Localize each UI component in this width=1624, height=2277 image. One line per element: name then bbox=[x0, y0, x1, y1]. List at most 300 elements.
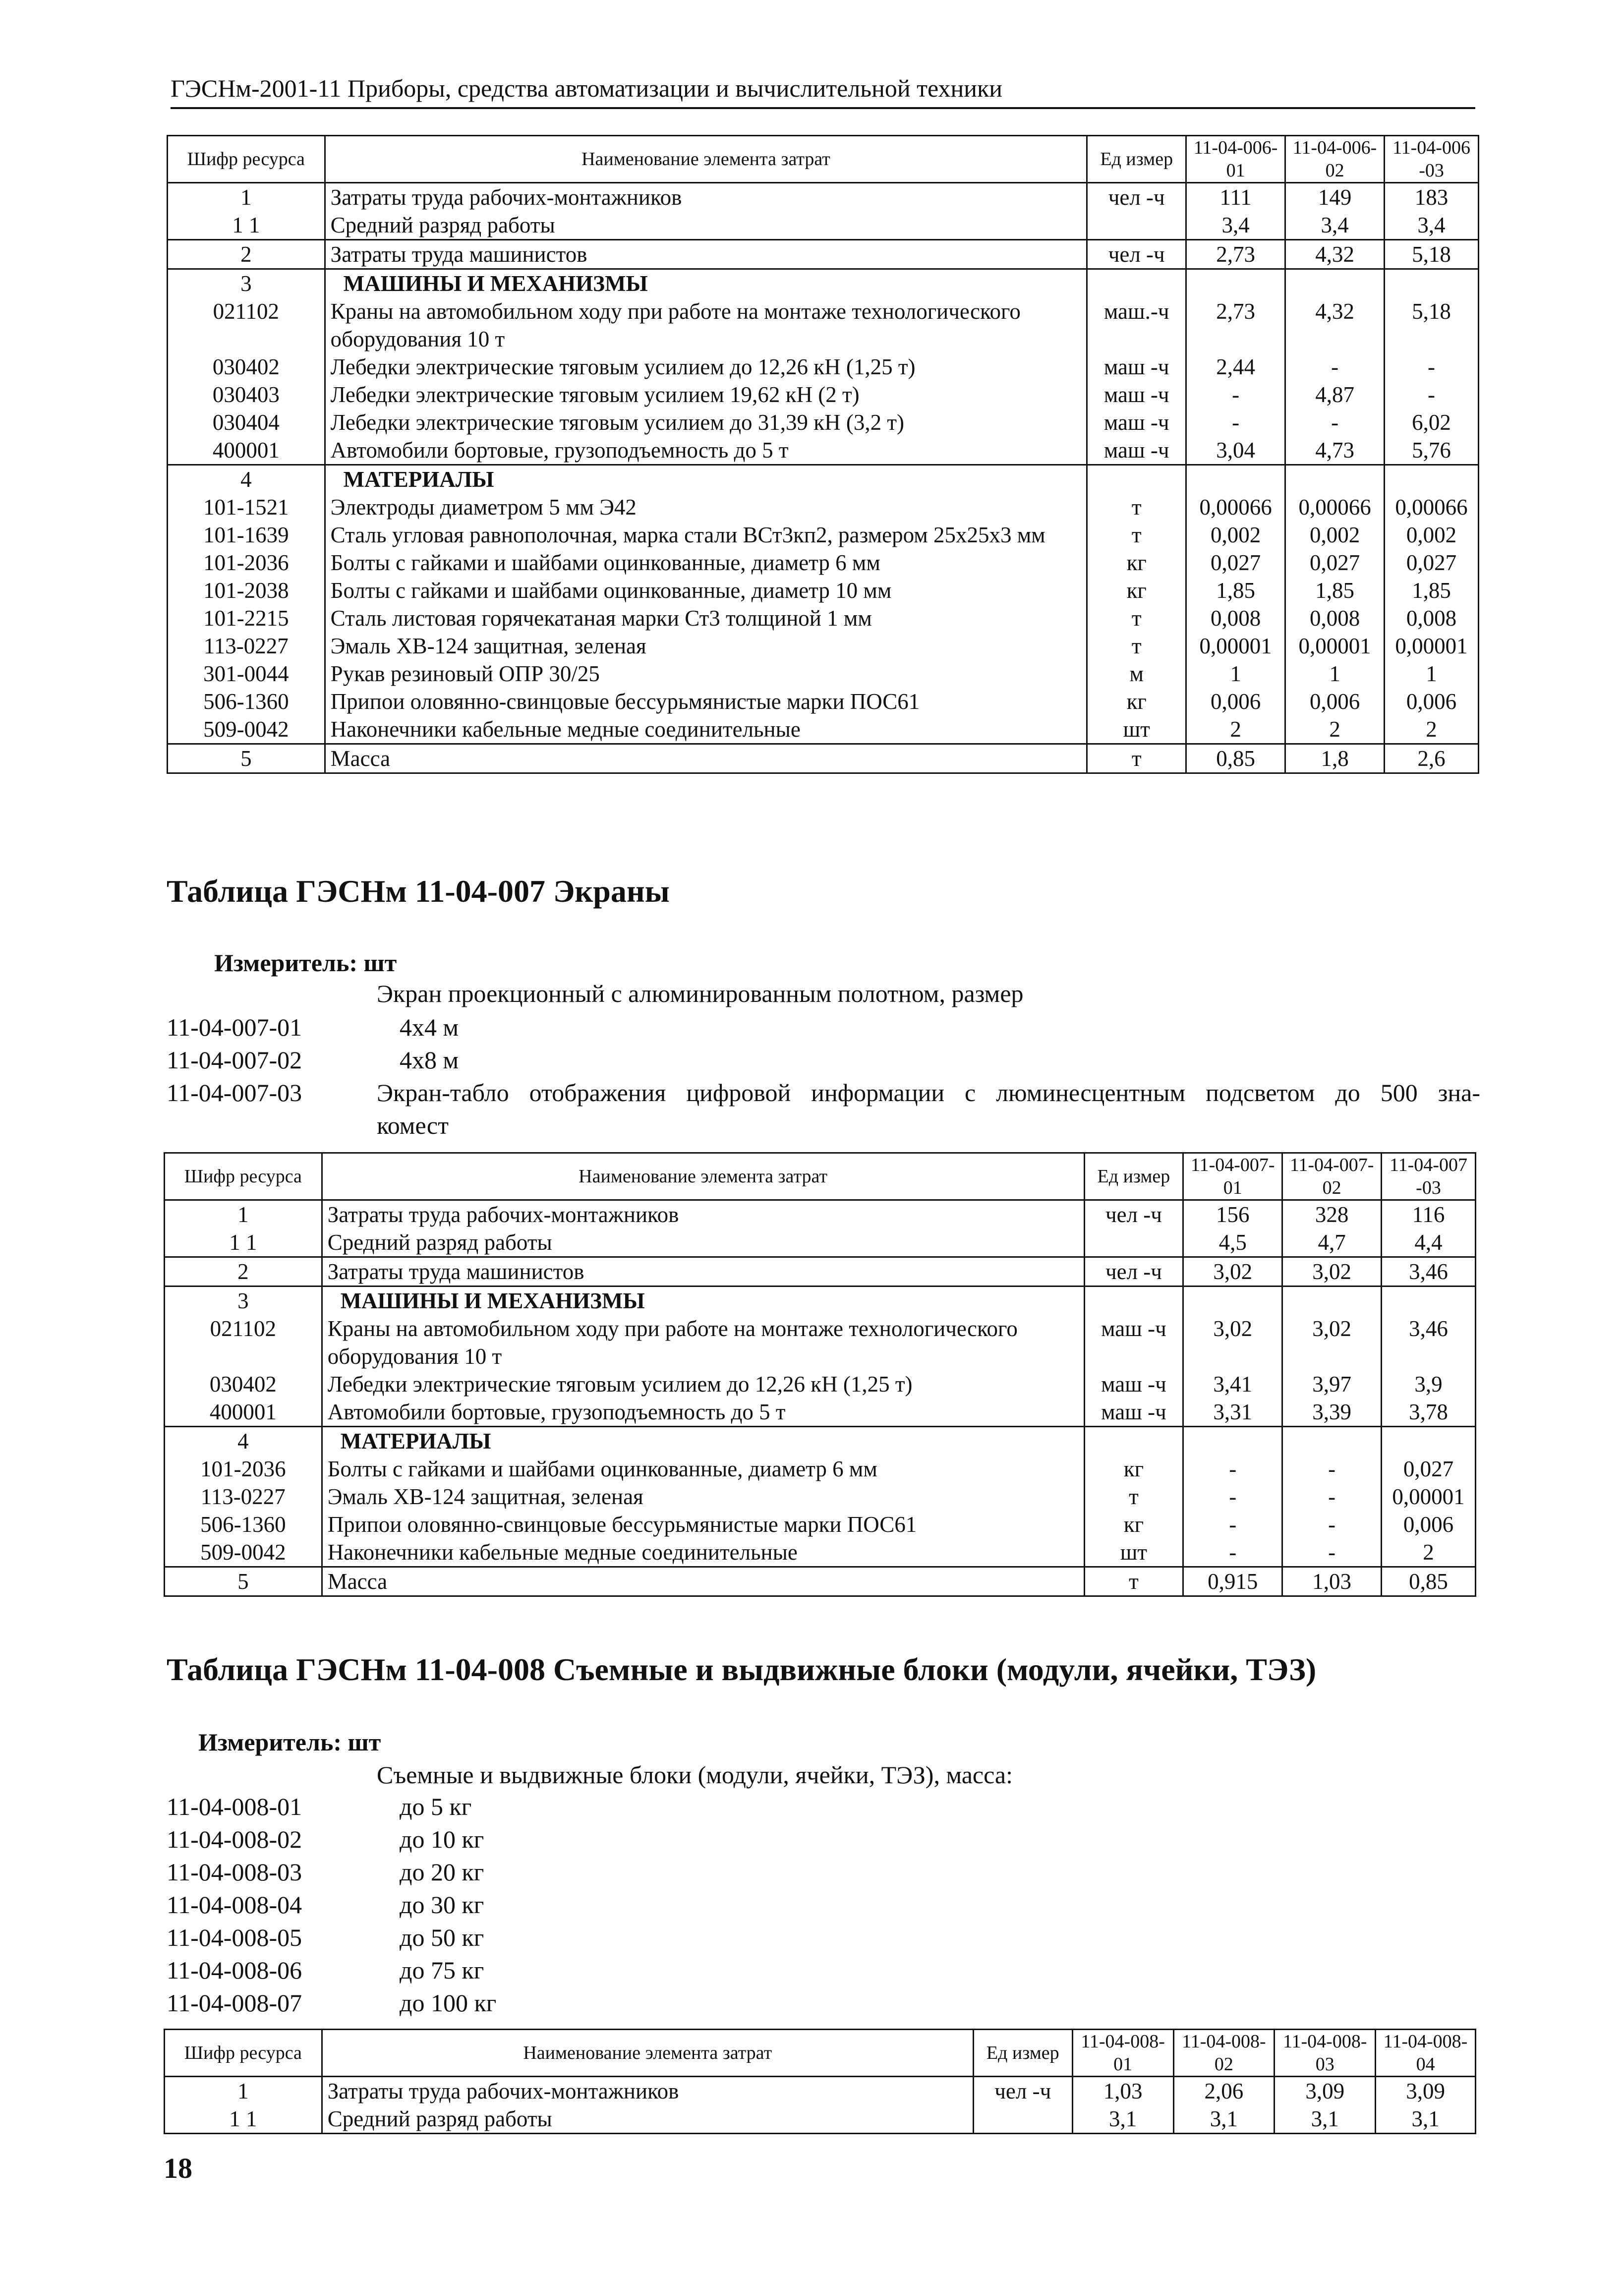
table-row bbox=[168, 353, 1479, 381]
variant-code: 11-04-008-05 bbox=[167, 1924, 302, 1951]
resource-code: 5 bbox=[168, 744, 325, 773]
norm-value: 0,027 bbox=[1186, 549, 1285, 577]
resource-code: 301-0044 bbox=[168, 660, 325, 688]
norm-value: 0,006 bbox=[1385, 688, 1479, 715]
variant-code: 11-04-008-06 bbox=[167, 1956, 302, 1984]
norm-value: 3,02 bbox=[1183, 1257, 1282, 1286]
norm-value: 0,002 bbox=[1186, 521, 1285, 549]
norm-value: 0,006 bbox=[1186, 688, 1285, 715]
norm-value: 3,46 bbox=[1382, 1315, 1476, 1370]
norm-value: - bbox=[1385, 381, 1479, 409]
resource-unit bbox=[973, 2105, 1072, 2134]
column-header-norm: 11-04-006-01 bbox=[1186, 136, 1285, 183]
column-header-code: Шифр ресурса bbox=[165, 2030, 322, 2077]
resource-unit bbox=[1084, 1228, 1183, 1257]
resource-name: Затраты труда машинистов bbox=[325, 240, 1087, 269]
norm-value: 2 bbox=[1385, 715, 1479, 744]
norm-value: 4,87 bbox=[1285, 381, 1385, 409]
resource-name: Масса bbox=[322, 1567, 1084, 1596]
meter-unit: шт bbox=[348, 1728, 381, 1756]
norm-value: 3,41 bbox=[1183, 1370, 1282, 1398]
resource-name: Краны на автомобильном ходу при работе на монтаже технологического оборудования 10 т bbox=[322, 1315, 1084, 1370]
variant-desc: до 75 кг bbox=[400, 1956, 484, 1984]
norm-value: 2 bbox=[1285, 715, 1385, 744]
resource-unit: т bbox=[1087, 521, 1186, 549]
table-row bbox=[168, 493, 1479, 521]
table-row bbox=[168, 549, 1479, 577]
norm-value: 2 bbox=[1186, 715, 1285, 744]
norm-value: 3,1 bbox=[1275, 2105, 1376, 2134]
resource-code: 4 bbox=[165, 1427, 322, 1456]
variant-code: 11-04-007-01 bbox=[167, 1013, 302, 1041]
page-header: ГЭСНм-2001-11 Приборы, средства автоматизации и вычислительной техники bbox=[171, 73, 1475, 109]
column-header-norm: 11-04-007-01 bbox=[1183, 1153, 1282, 1200]
variant-row bbox=[167, 1922, 1480, 1954]
table-row bbox=[168, 715, 1479, 744]
resource-name: Эмаль ХВ-124 защитная, зеленая bbox=[322, 1483, 1084, 1511]
resource-name: Лебедки электрические тяговым усилием до 31,39 кН (3,2 т) bbox=[325, 409, 1087, 436]
variant-desc: 4х8 м bbox=[400, 1046, 459, 1074]
norm-value: - bbox=[1285, 353, 1385, 381]
resource-unit: т bbox=[1084, 1483, 1183, 1511]
variant-code: 11-04-008-07 bbox=[167, 1989, 302, 2017]
variant-code: 11-04-008-02 bbox=[167, 1825, 302, 1853]
norm-value: 4,5 bbox=[1183, 1228, 1282, 1257]
resource-name: Болты с гайками и шайбами оцинкованные, диаметр 10 мм bbox=[325, 577, 1087, 604]
variant-row bbox=[167, 1954, 1480, 1987]
norm-value: 4,4 bbox=[1382, 1228, 1476, 1257]
norm-value: 5,76 bbox=[1385, 436, 1479, 465]
resource-name: Автомобили бортовые, грузоподъемность до 5 т bbox=[325, 436, 1087, 465]
resource-name: Затраты труда машинистов bbox=[322, 1257, 1084, 1286]
resource-unit: маш -ч bbox=[1087, 381, 1186, 409]
resource-unit: чел -ч bbox=[1084, 1200, 1183, 1229]
resource-code: 4 bbox=[168, 465, 325, 494]
norm-value bbox=[1382, 1427, 1476, 1456]
variant-row bbox=[167, 1044, 1480, 1077]
resource-unit: т bbox=[1087, 744, 1186, 773]
resource-code: 101-2036 bbox=[165, 1455, 322, 1483]
resource-unit: шт bbox=[1084, 1538, 1183, 1567]
resource-unit: шт bbox=[1087, 715, 1186, 744]
meter-label: Измеритель: bbox=[198, 1728, 342, 1756]
resource-unit: чел -ч bbox=[1087, 183, 1186, 212]
norm-value: 0,00001 bbox=[1186, 632, 1285, 660]
norm-value: 3,4 bbox=[1285, 211, 1385, 240]
column-header-norm: 11-04-006-02 bbox=[1285, 136, 1385, 183]
table-row bbox=[165, 1398, 1476, 1427]
resource-unit bbox=[1087, 269, 1186, 298]
norm-value: 3,02 bbox=[1282, 1315, 1382, 1370]
norm-value: 0,00001 bbox=[1285, 632, 1385, 660]
norm-value: 6,02 bbox=[1385, 409, 1479, 436]
resource-unit: м bbox=[1087, 660, 1186, 688]
norm-value: 0,006 bbox=[1285, 688, 1385, 715]
variant-row bbox=[167, 1791, 1480, 1823]
norm-value bbox=[1183, 1286, 1282, 1315]
resource-unit: т bbox=[1087, 604, 1186, 632]
resource-code: 2 bbox=[165, 1257, 322, 1286]
norm-value bbox=[1282, 1286, 1382, 1315]
norm-value: 3,97 bbox=[1282, 1370, 1382, 1398]
column-header-unit: Ед измер bbox=[973, 2030, 1072, 2077]
norm-value: 1,85 bbox=[1385, 577, 1479, 604]
table-row bbox=[168, 660, 1479, 688]
resource-code: 400001 bbox=[165, 1398, 322, 1427]
resource-code: 101-2215 bbox=[168, 604, 325, 632]
table-row bbox=[168, 521, 1479, 549]
resource-unit: кг bbox=[1087, 549, 1186, 577]
norm-value: 328 bbox=[1282, 1200, 1382, 1229]
resource-code: 5 bbox=[165, 1567, 322, 1596]
resource-unit: маш -ч bbox=[1087, 409, 1186, 436]
norm-value: 1,8 bbox=[1285, 744, 1385, 773]
column-header-name: Наименование элемента затрат bbox=[325, 136, 1087, 183]
resource-unit: кг bbox=[1084, 1455, 1183, 1483]
table-row bbox=[165, 1257, 1476, 1286]
resource-name: Затраты труда рабочих-монтажников bbox=[322, 1200, 1084, 1229]
norm-value: 2 bbox=[1382, 1538, 1476, 1567]
table-row bbox=[168, 297, 1479, 353]
resource-code: 1 bbox=[165, 1200, 322, 1229]
variant-desc: до 10 кг bbox=[400, 1825, 484, 1853]
column-header-norm: 11-04-008-02 bbox=[1173, 2030, 1275, 2077]
resource-name: Болты с гайками и шайбами оцинкованные, диаметр 6 мм bbox=[325, 549, 1087, 577]
resource-name: Припои оловянно-свинцовые бессурьмянистые марки ПОС61 bbox=[325, 688, 1087, 715]
resource-name: Электроды диаметром 5 мм Э42 bbox=[325, 493, 1087, 521]
norm-value: 3,02 bbox=[1282, 1257, 1382, 1286]
variant-row bbox=[167, 1011, 1480, 1044]
resource-name: МАТЕРИАЛЫ bbox=[325, 465, 1087, 494]
resource-code: 113-0227 bbox=[168, 632, 325, 660]
variant-desc: до 20 кг bbox=[400, 1858, 484, 1886]
table-row bbox=[168, 183, 1479, 212]
norm-value: 0,027 bbox=[1382, 1455, 1476, 1483]
norm-value: 0,00001 bbox=[1382, 1483, 1476, 1511]
table-row bbox=[165, 1567, 1476, 1596]
norm-value: 116 bbox=[1382, 1200, 1476, 1229]
table-row bbox=[168, 409, 1479, 436]
table-row bbox=[168, 688, 1479, 715]
norm-value: - bbox=[1183, 1483, 1282, 1511]
table-row bbox=[168, 577, 1479, 604]
meter-11-04-007 bbox=[214, 948, 397, 978]
variant-desc: до 50 кг bbox=[400, 1924, 484, 1951]
resource-unit: маш -ч bbox=[1087, 436, 1186, 465]
resource-code: 113-0227 bbox=[165, 1483, 322, 1511]
norm-value: - bbox=[1183, 1538, 1282, 1567]
resource-code: 400001 bbox=[168, 436, 325, 465]
variant-desc: до 100 кг bbox=[400, 1989, 497, 2017]
resource-code: 1 1 bbox=[168, 211, 325, 240]
variant-desc-cont: комест bbox=[377, 1111, 449, 1139]
resource-name: Затраты труда рабочих-монтажников bbox=[322, 2077, 973, 2105]
resource-unit bbox=[1084, 1286, 1183, 1315]
resource-unit: т bbox=[1087, 493, 1186, 521]
resource-code: 030404 bbox=[168, 409, 325, 436]
column-header-name: Наименование элемента затрат bbox=[322, 2030, 973, 2077]
norm-value: 3,09 bbox=[1376, 2077, 1476, 2105]
variant-row bbox=[167, 1077, 1480, 1142]
norm-value: 3,04 bbox=[1186, 436, 1285, 465]
norm-value: - bbox=[1282, 1511, 1382, 1538]
resource-name: Автомобили бортовые, грузоподъемность до 5 т bbox=[322, 1398, 1084, 1427]
norm-value bbox=[1186, 269, 1285, 298]
column-header-name: Наименование элемента затрат bbox=[322, 1153, 1084, 1200]
resource-unit: маш -ч bbox=[1084, 1370, 1183, 1398]
norm-value: 4,73 bbox=[1285, 436, 1385, 465]
resource-name: Средний разряд работы bbox=[325, 211, 1087, 240]
resource-code: 1 1 bbox=[165, 2105, 322, 2134]
norm-value: 0,002 bbox=[1385, 521, 1479, 549]
norm-value: 3,1 bbox=[1173, 2105, 1275, 2134]
norm-value: 3,1 bbox=[1072, 2105, 1173, 2134]
norm-value: 1,03 bbox=[1072, 2077, 1173, 2105]
resource-code: 021102 bbox=[168, 297, 325, 353]
resource-name: Эмаль ХВ-124 защитная, зеленая bbox=[325, 632, 1087, 660]
resource-unit bbox=[1087, 211, 1186, 240]
meter-label: Измеритель: bbox=[214, 949, 358, 977]
page-number: 18 bbox=[164, 2152, 192, 2184]
resource-name: Сталь листовая горячекатаная марки Ст3 толщиной 1 мм bbox=[325, 604, 1087, 632]
resource-code: 101-2038 bbox=[168, 577, 325, 604]
resource-name: Наконечники кабельные медные соединительные bbox=[325, 715, 1087, 744]
norm-value bbox=[1285, 269, 1385, 298]
norm-value bbox=[1385, 269, 1479, 298]
table-row bbox=[165, 1427, 1476, 1456]
norm-value bbox=[1186, 465, 1285, 494]
resource-name: Затраты труда рабочих-монтажников bbox=[325, 183, 1087, 212]
norm-value: 3,78 bbox=[1382, 1398, 1476, 1427]
norm-value: 0,008 bbox=[1385, 604, 1479, 632]
table-row bbox=[168, 465, 1479, 494]
norm-value: 0,00066 bbox=[1285, 493, 1385, 521]
variant-desc: Экран-табло отображения цифровой информации с люминесцентным подсветом до 500 зна- bbox=[377, 1079, 1480, 1107]
norm-value: 0,002 bbox=[1285, 521, 1385, 549]
norm-value: - bbox=[1186, 409, 1285, 436]
resource-name: Масса bbox=[325, 744, 1087, 773]
resource-name: Рукав резиновый ОПР 30/25 bbox=[325, 660, 1087, 688]
resource-unit bbox=[1084, 1427, 1183, 1456]
norm-value: 183 bbox=[1385, 183, 1479, 212]
resource-table-11-04-008 bbox=[164, 2029, 1476, 2134]
resource-unit: кг bbox=[1087, 577, 1186, 604]
resource-unit: кг bbox=[1087, 688, 1186, 715]
norm-value: 1,03 bbox=[1282, 1567, 1382, 1596]
resource-name: МАШИНЫ И МЕХАНИЗМЫ bbox=[322, 1286, 1084, 1315]
norm-value: - bbox=[1282, 1455, 1382, 1483]
norm-value: 3,4 bbox=[1186, 211, 1285, 240]
header-row bbox=[165, 1153, 1476, 1200]
column-header-norm: 11-04-007-03 bbox=[1382, 1153, 1476, 1200]
norm-value: 3,1 bbox=[1376, 2105, 1476, 2134]
table-row bbox=[165, 1538, 1476, 1567]
norm-value: 3,4 bbox=[1385, 211, 1479, 240]
resource-code: 509-0042 bbox=[165, 1538, 322, 1567]
norm-value: 4,32 bbox=[1285, 297, 1385, 353]
norm-value: 0,00066 bbox=[1385, 493, 1479, 521]
norm-value: - bbox=[1282, 1538, 1382, 1567]
norm-value: 3,39 bbox=[1282, 1398, 1382, 1427]
norm-value: 2,73 bbox=[1186, 240, 1285, 269]
norm-value: 3,09 bbox=[1275, 2077, 1376, 2105]
resource-code: 021102 bbox=[165, 1315, 322, 1370]
resource-unit bbox=[1087, 465, 1186, 494]
norm-value: 2,73 bbox=[1186, 297, 1285, 353]
resource-unit: чел -ч bbox=[973, 2077, 1072, 2105]
table-row bbox=[165, 2105, 1476, 2134]
norm-value: 5,18 bbox=[1385, 240, 1479, 269]
norm-value: - bbox=[1285, 409, 1385, 436]
table-row bbox=[168, 240, 1479, 269]
resource-code: 030403 bbox=[168, 381, 325, 409]
norm-value: 3,46 bbox=[1382, 1257, 1476, 1286]
table-row bbox=[168, 632, 1479, 660]
table-title-11-04-008: Таблица ГЭСНм 11-04-008 Съемные и выдвижные блоки (модули, ячейки, ТЭЗ) bbox=[167, 1652, 1317, 1687]
table-row bbox=[165, 1370, 1476, 1398]
table-row bbox=[165, 1483, 1476, 1511]
resource-name: Наконечники кабельные медные соединительные bbox=[322, 1538, 1084, 1567]
resource-table-11-04-007 bbox=[164, 1152, 1476, 1597]
resource-code: 1 bbox=[165, 2077, 322, 2105]
variant-desc: 4х4 м bbox=[400, 1013, 459, 1041]
column-header-norm: 11-04-006-03 bbox=[1385, 136, 1479, 183]
resource-name: Лебедки электрические тяговым усилием до 12,26 кН (1,25 т) bbox=[322, 1370, 1084, 1398]
norm-value: 3,9 bbox=[1382, 1370, 1476, 1398]
resource-code: 506-1360 bbox=[168, 688, 325, 715]
column-header-norm: 11-04-008-03 bbox=[1275, 2030, 1376, 2077]
resource-code: 3 bbox=[168, 269, 325, 298]
resource-code: 1 1 bbox=[165, 1228, 322, 1257]
norm-value: 5,18 bbox=[1385, 297, 1479, 353]
norm-value: 2,6 bbox=[1385, 744, 1479, 773]
table-row bbox=[168, 436, 1479, 465]
resource-name: МАШИНЫ И МЕХАНИЗМЫ bbox=[325, 269, 1087, 298]
norm-value: - bbox=[1186, 381, 1285, 409]
norm-value bbox=[1385, 465, 1479, 494]
variant-intro-text: Съемные и выдвижные блоки (модули, ячейки, ТЭЗ), масса: bbox=[377, 1761, 1013, 1789]
resource-unit: маш -ч bbox=[1087, 353, 1186, 381]
meter-unit: шт bbox=[363, 949, 397, 977]
resource-code: 3 bbox=[165, 1286, 322, 1315]
norm-value: 0,915 bbox=[1183, 1567, 1282, 1596]
table-row bbox=[168, 211, 1479, 240]
norm-value: 3,31 bbox=[1183, 1398, 1282, 1427]
table-row bbox=[165, 1315, 1476, 1370]
resource-name: Болты с гайками и шайбами оцинкованные, диаметр 6 мм bbox=[322, 1455, 1084, 1483]
table-row bbox=[165, 2077, 1476, 2105]
resource-name: Лебедки электрические тяговым усилием до 12,26 кН (1,25 т) bbox=[325, 353, 1087, 381]
resource-name: Припои оловянно-свинцовые бессурьмянистые марки ПОС61 bbox=[322, 1511, 1084, 1538]
norm-value bbox=[1183, 1427, 1282, 1456]
norm-value: 2,06 bbox=[1173, 2077, 1275, 2105]
resource-name: МАТЕРИАЛЫ bbox=[322, 1427, 1084, 1456]
variant-code: 11-04-007-02 bbox=[167, 1046, 302, 1074]
norm-value: 0,008 bbox=[1285, 604, 1385, 632]
resource-code: 506-1360 bbox=[165, 1511, 322, 1538]
resource-unit: чел -ч bbox=[1084, 1257, 1183, 1286]
variant-intro bbox=[377, 978, 1024, 1009]
table-row bbox=[165, 1455, 1476, 1483]
norm-value: 156 bbox=[1183, 1200, 1282, 1229]
resource-code: 030402 bbox=[165, 1370, 322, 1398]
norm-value: 111 bbox=[1186, 183, 1285, 212]
resource-code: 101-1639 bbox=[168, 521, 325, 549]
norm-value: - bbox=[1183, 1511, 1282, 1538]
variant-row bbox=[167, 1823, 1480, 1856]
resource-table-11-04-006 bbox=[167, 135, 1479, 774]
column-header-unit: Ед измер bbox=[1084, 1153, 1183, 1200]
variant-desc: до 30 кг bbox=[400, 1891, 484, 1919]
column-header-norm: 11-04-008-01 bbox=[1072, 2030, 1173, 2077]
resource-unit: т bbox=[1087, 632, 1186, 660]
table-row bbox=[168, 269, 1479, 298]
resource-name: Краны на автомобильном ходу при работе на монтаже технологического оборудования 10 т bbox=[325, 297, 1087, 353]
resource-code: 2 bbox=[168, 240, 325, 269]
column-header-norm: 11-04-008-04 bbox=[1376, 2030, 1476, 2077]
table-row bbox=[165, 1228, 1476, 1257]
norm-value: 1,85 bbox=[1285, 577, 1385, 604]
resource-name: Средний разряд работы bbox=[322, 1228, 1084, 1257]
resource-unit: маш -ч bbox=[1084, 1315, 1183, 1370]
resource-name: Сталь угловая равнополочная, марка стали ВСт3кп2, размером 25х25х3 мм bbox=[325, 521, 1087, 549]
norm-value: - bbox=[1282, 1483, 1382, 1511]
norm-value: 0,027 bbox=[1385, 549, 1479, 577]
variant-code: 11-04-008-01 bbox=[167, 1793, 302, 1820]
norm-value: 1,85 bbox=[1186, 577, 1285, 604]
variant-code: 11-04-008-03 bbox=[167, 1858, 302, 1886]
table-row bbox=[168, 744, 1479, 773]
norm-value: 1 bbox=[1186, 660, 1285, 688]
resource-unit: маш.-ч bbox=[1087, 297, 1186, 353]
norm-value: 1 bbox=[1385, 660, 1479, 688]
resource-code: 1 bbox=[168, 183, 325, 212]
column-header-unit: Ед измер bbox=[1087, 136, 1186, 183]
norm-value: - bbox=[1385, 353, 1479, 381]
table-row bbox=[168, 381, 1479, 409]
table-row bbox=[165, 1511, 1476, 1538]
resource-code: 101-1521 bbox=[168, 493, 325, 521]
column-header-code: Шифр ресурса bbox=[168, 136, 325, 183]
variant-code: 11-04-007-03 bbox=[167, 1079, 302, 1107]
resource-unit: чел -ч bbox=[1087, 240, 1186, 269]
norm-value: 0,00066 bbox=[1186, 493, 1285, 521]
norm-value: 0,027 bbox=[1285, 549, 1385, 577]
variant-code: 11-04-008-04 bbox=[167, 1891, 302, 1919]
resource-code: 030402 bbox=[168, 353, 325, 381]
table-row bbox=[168, 604, 1479, 632]
resource-unit: кг bbox=[1084, 1511, 1183, 1538]
meter-11-04-008 bbox=[198, 1727, 381, 1757]
norm-value bbox=[1285, 465, 1385, 494]
norm-value: - bbox=[1183, 1455, 1282, 1483]
variant-intro bbox=[377, 1759, 1013, 1791]
norm-value: 4,7 bbox=[1282, 1228, 1382, 1257]
table-title-11-04-007: Таблица ГЭСНм 11-04-007 Экраны bbox=[167, 874, 670, 909]
resource-name: Средний разряд работы bbox=[322, 2105, 973, 2134]
norm-value: 1 bbox=[1285, 660, 1385, 688]
header-row bbox=[165, 2030, 1476, 2077]
resource-code: 509-0042 bbox=[168, 715, 325, 744]
norm-value bbox=[1382, 1286, 1476, 1315]
table-row bbox=[165, 1286, 1476, 1315]
norm-value: 4,32 bbox=[1285, 240, 1385, 269]
resource-name: Лебедки электрические тяговым усилием 19,62 кН (2 т) bbox=[325, 381, 1087, 409]
table-row bbox=[165, 1200, 1476, 1229]
norm-value: 0,006 bbox=[1382, 1511, 1476, 1538]
resource-unit: маш -ч bbox=[1084, 1398, 1183, 1427]
variant-row bbox=[167, 1889, 1480, 1922]
